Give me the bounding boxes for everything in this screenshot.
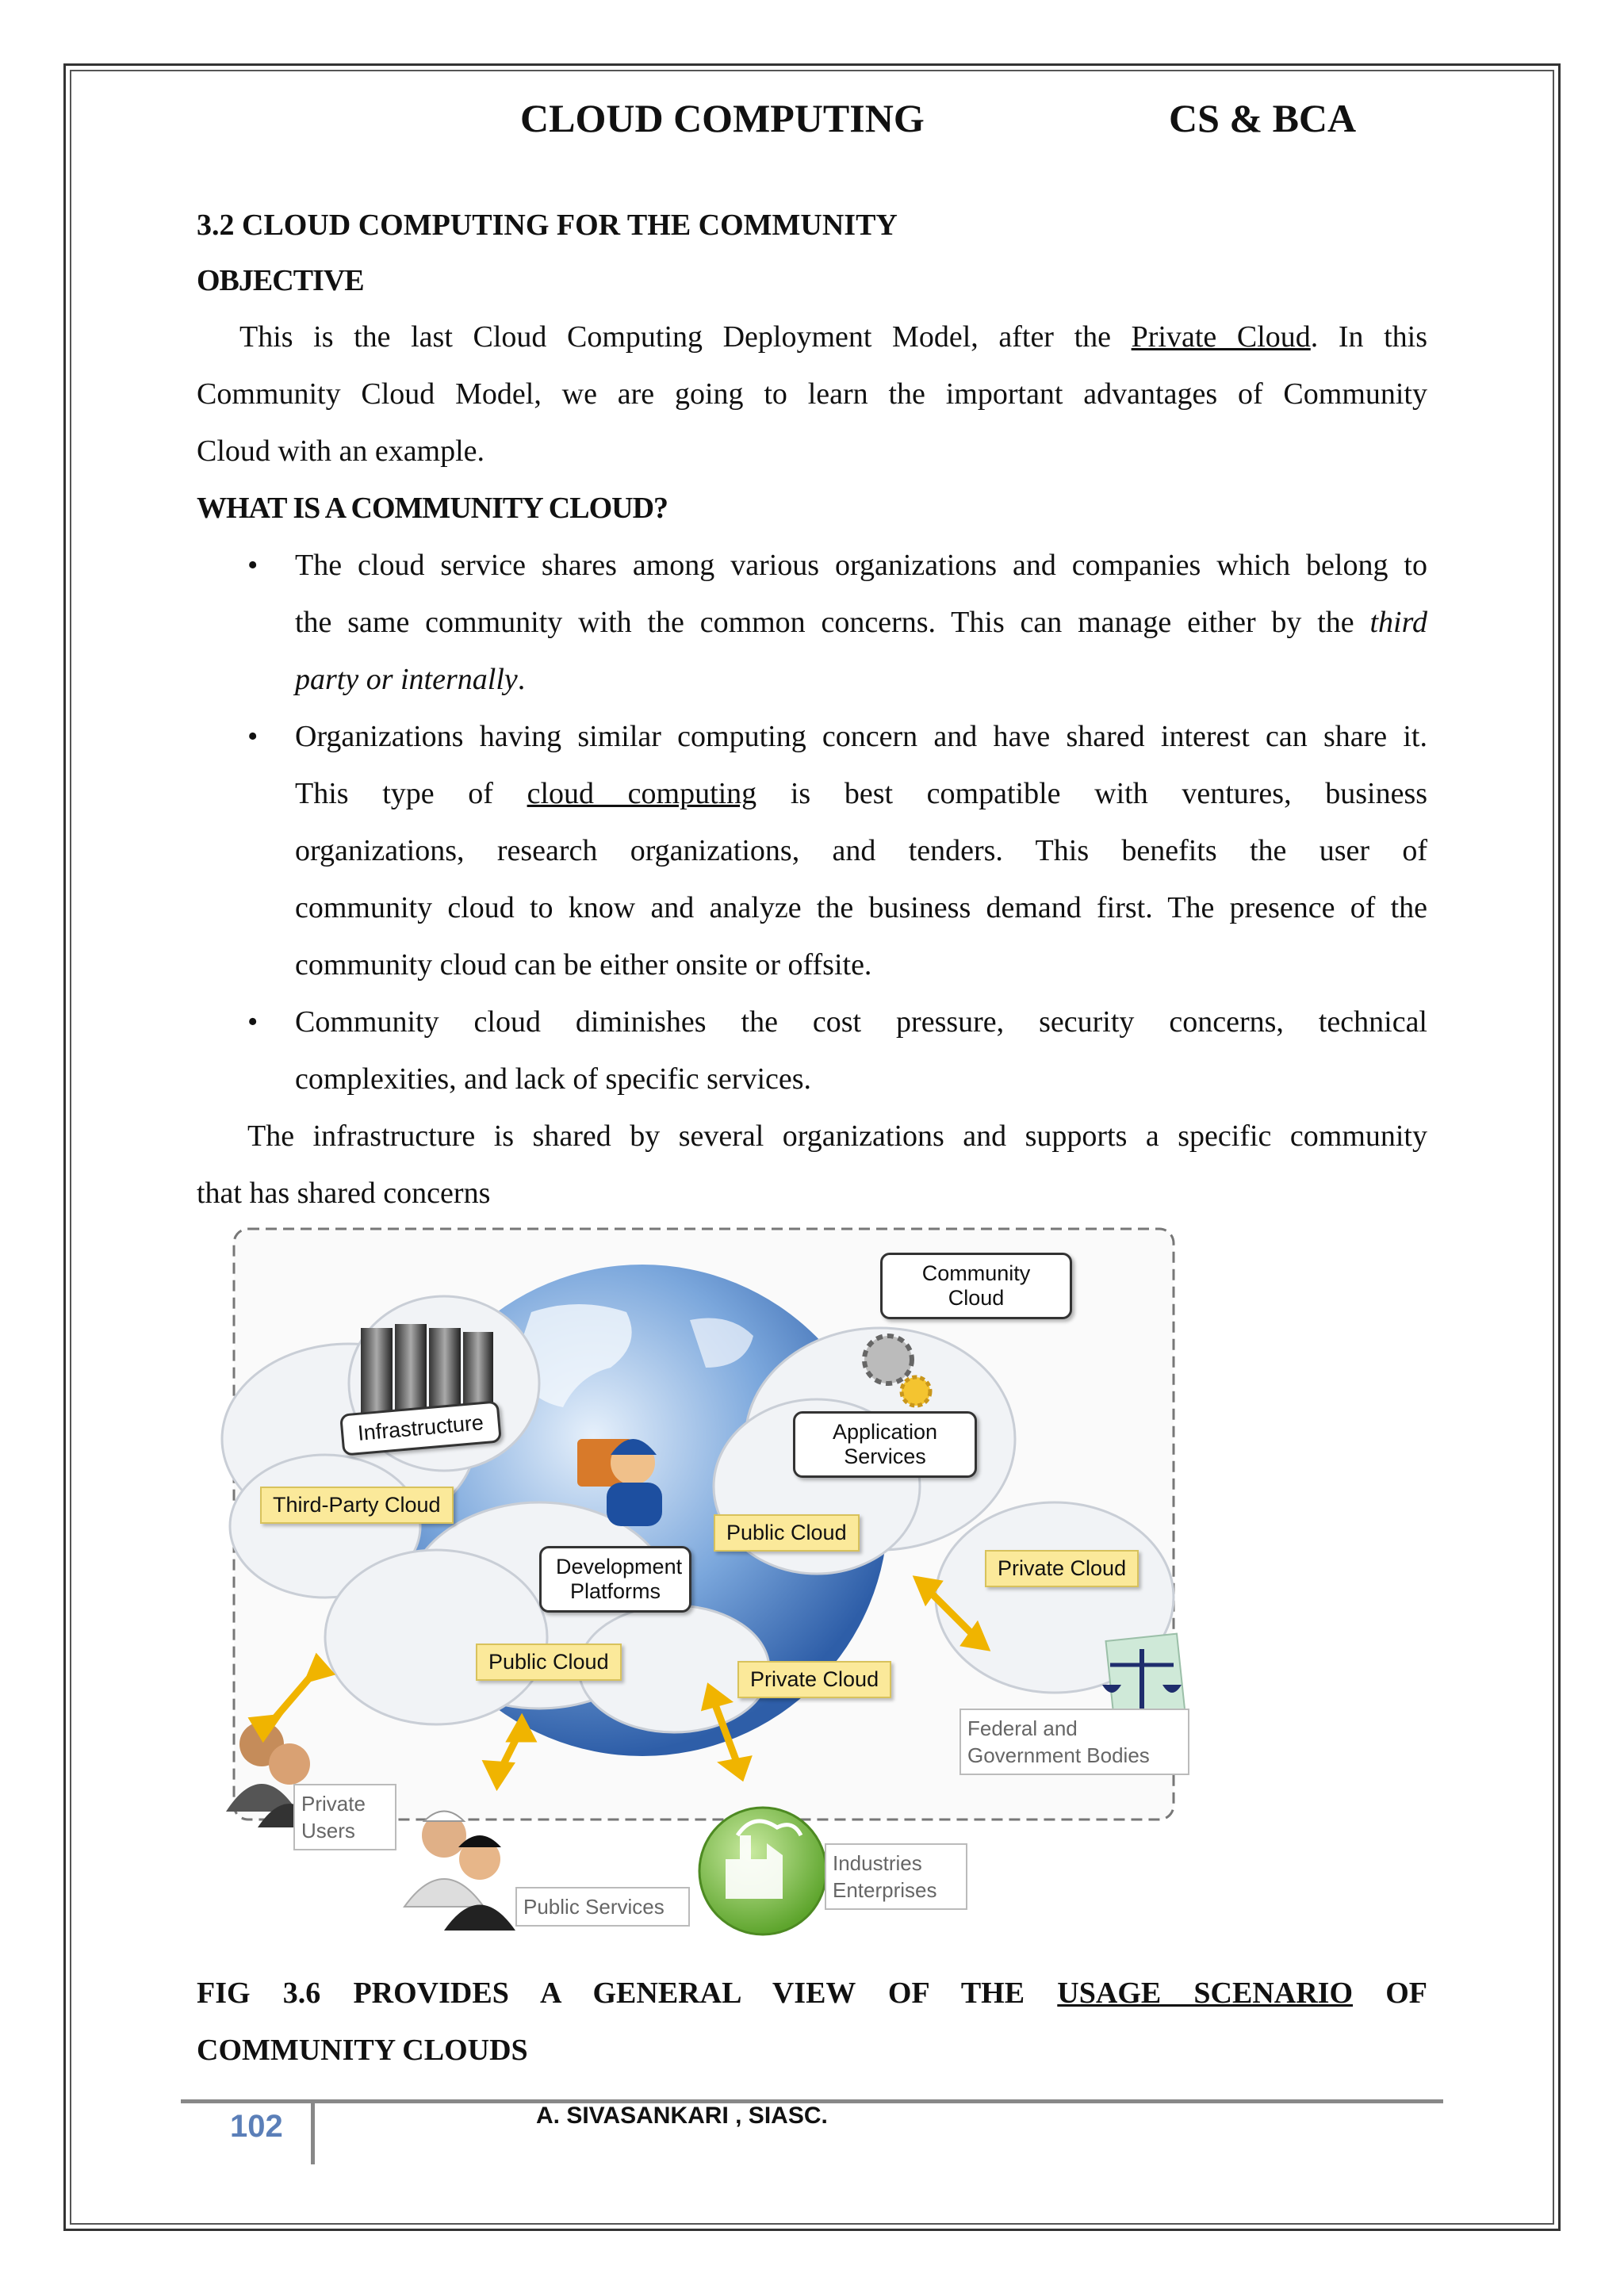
bullet-1-line-3: party or internally. [295,663,526,696]
header-course: CS & BCA [1169,96,1357,140]
page-number-divider [311,2103,315,2164]
closing-line-1: The infrastructure is shared by several organizations and supports a specific community [247,1119,1427,1153]
infrastructure-label: Infrastructure [339,1400,502,1456]
application-services-label: Application Services [793,1411,977,1478]
third-party-cloud-label: Third-Party Cloud [260,1487,454,1524]
bullet-3-line-2: complexities, and lack of specific services. [295,1062,812,1096]
figure-caption-line-1: FIG 3.6 PROVIDES A GENERAL VIEW OF THE USAGE SCENARIO OF [197,1976,1428,2010]
federal-bodies-label: Federal and Government Bodies [959,1709,1189,1775]
community-cloud-subheading: WHAT IS A COMMUNITY CLOUD? [197,492,668,525]
closing-line-2: that has shared concerns [197,1177,491,1210]
private-cloud-link[interactable]: Private Cloud [1131,320,1311,354]
industry-icon [699,1808,826,1934]
public-services-icon [404,1812,515,1931]
community-cloud-diagram [198,1225,1221,1954]
usage-scenario-link[interactable]: USAGE SCENARIO [1057,1976,1354,2010]
bullet-dot: • [247,1005,259,1039]
bullet-2-line-1: Organizations having similar computing concern and have shared interest can share it. [295,720,1427,753]
bullet-2-line-3: organizations, research organizations, and tenders. This benefits the user of [295,834,1427,867]
bullet-dot: • [247,549,259,582]
private-cloud-right-label: Private Cloud [985,1550,1139,1587]
intro-line-1: This is the last Cloud Computing Deployment Model, after the Private Cloud. In this [239,320,1428,354]
footer-author: A. SIVASANKARI , SIASC. [536,2103,828,2129]
bullet-dot: • [247,720,259,753]
intro-line-2: Community Cloud Model, we are going to learn the important advantages of Community [197,377,1427,411]
cloud-computing-link[interactable]: cloud computing [527,777,757,810]
section-heading: 3.2 CLOUD COMPUTING FOR THE COMMUNITY [197,209,898,242]
industries-label: Industries Enterprises [825,1843,967,1910]
figure-caption-line-2: COMMUNITY CLOUDS [197,2034,528,2067]
public-cloud-top-label: Public Cloud [714,1514,860,1552]
intro-line-3: Cloud with an example. [197,434,485,468]
public-services-label: Public Services [515,1887,690,1927]
objective-heading: OBJECTIVE [197,264,364,297]
community-cloud-label: Community Cloud [880,1253,1072,1319]
bullet-1-line-1: The cloud service shares among various organizations and companies which belong to [295,549,1427,582]
bullet-3-line-1: Community cloud diminishes the cost pressure, security concerns, technical [295,1005,1427,1039]
page-number: 102 [230,2109,283,2144]
bullet-1-line-2: the same community with the common concerns. This can manage either by the third [295,606,1427,639]
bullet-2-line-4: community cloud to know and analyze the business demand first. The presence of the [295,891,1427,924]
private-users-label: Private Users [293,1784,396,1850]
bullet-2-line-2: This type of cloud computing is best compatible with ventures, business [295,777,1428,810]
development-platforms-label: Development Platforms [539,1546,691,1613]
header-title: CLOUD COMPUTING [520,96,925,140]
private-cloud-bottom-label: Private Cloud [737,1661,891,1698]
bullet-2-line-5: community cloud can be either onsite or offsite. [295,948,872,982]
public-cloud-bottom-label: Public Cloud [476,1644,622,1681]
